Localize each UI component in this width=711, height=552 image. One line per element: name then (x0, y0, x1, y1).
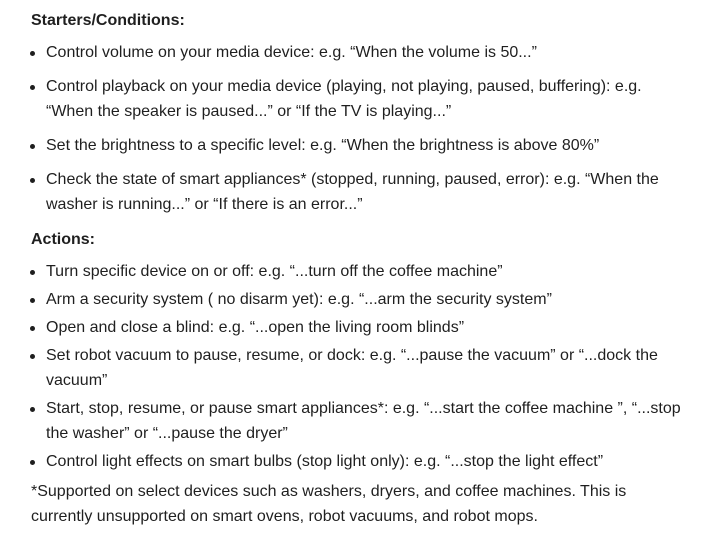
bullet-icon (30, 270, 35, 275)
list-item (31, 287, 691, 312)
list-item (31, 167, 691, 217)
list-item (31, 449, 691, 474)
actions-heading: Actions: (31, 231, 95, 248)
list-item-text: Arm a security system ( no disarm yet): e.g. “...arm the security system” (46, 291, 552, 308)
list-item (31, 259, 691, 284)
list-item-text: Set the brightness to a specific level: e.g. “When the brightness is above 80%” (46, 137, 600, 154)
bullet-icon (30, 178, 35, 183)
bullet-icon (30, 298, 35, 303)
actions-list (31, 259, 691, 474)
list-item-text: Control volume on your media device: e.g. “When the volume is 50...” (46, 44, 537, 61)
list-item (31, 396, 691, 446)
list-item-text: Open and close a blind: e.g. “...open the living room blinds” (46, 319, 465, 336)
list-item (31, 315, 691, 340)
list-item (31, 133, 691, 158)
bullet-icon (30, 407, 35, 412)
list-item (31, 40, 691, 65)
bullet-icon (30, 460, 35, 465)
bullet-icon (30, 85, 35, 90)
list-item-text: Check the state of smart appliances* (stopped, running, paused, error): e.g. “When the washer is running...” or “If there is an error...” (46, 171, 659, 213)
list-item-text: Control light effects on smart bulbs (stop light only): e.g. “...stop the light effect” (46, 453, 604, 470)
list-item-text: Turn specific device on or off: e.g. “...turn off the coffee machine” (46, 263, 503, 280)
footnote: *Supported on select devices such as washers, dryers, and coffee machines. This is currently unsupported on smart ovens, robot vacuums, and robot mops. (31, 483, 627, 525)
starters-list (31, 40, 691, 217)
list-item (31, 343, 691, 393)
list-item (31, 74, 691, 124)
bullet-icon (30, 51, 35, 56)
bullet-icon (30, 144, 35, 149)
bullet-icon (30, 354, 35, 359)
bullet-icon (30, 326, 35, 331)
starters-heading: Starters/Conditions: (31, 12, 185, 29)
list-item-text: Start, stop, resume, or pause smart appliances*: e.g. “...start the coffee machine ”, “...stop the washer” or “...pause the dryer” (46, 400, 681, 442)
list-item-text: Set robot vacuum to pause, resume, or dock: e.g. “...pause the vacuum” or “...dock the vacuum” (46, 347, 658, 389)
list-item-text: Control playback on your media device (playing, not playing, paused, buffering): e.g. “When the speaker is paused...” or “If the TV is playing...” (46, 78, 642, 120)
